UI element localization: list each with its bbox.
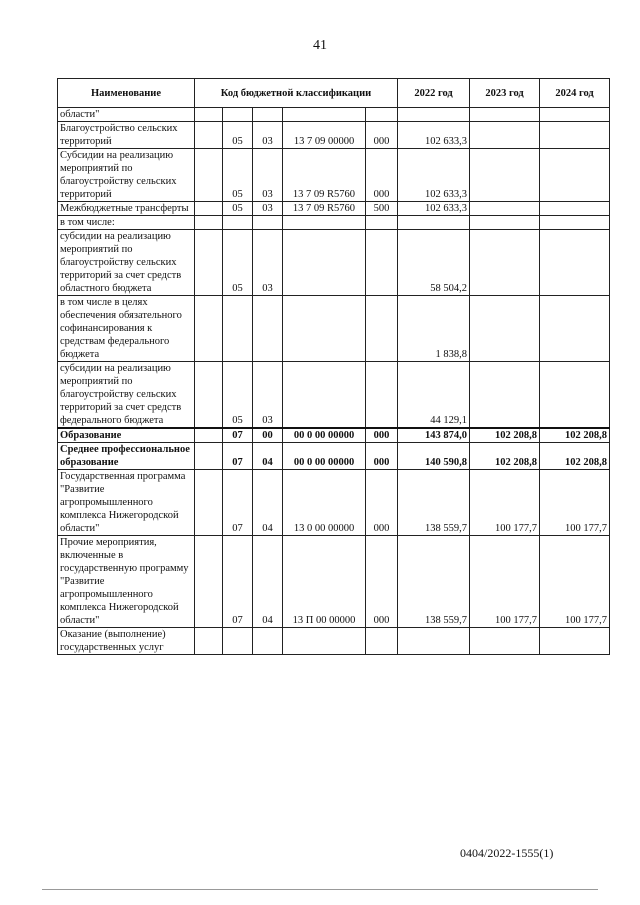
cell-c5 <box>366 216 398 230</box>
cell-v22: 138 559,7 <box>398 536 470 628</box>
cell-v23 <box>470 149 540 202</box>
cell-c3: 04 <box>253 443 283 470</box>
cell-c2: 07 <box>223 443 253 470</box>
cell-v22: 138 559,7 <box>398 470 470 536</box>
cell-c4 <box>283 628 366 655</box>
cell-c2: 05 <box>223 202 253 216</box>
cell-c2: 07 <box>223 536 253 628</box>
table-body <box>58 108 610 655</box>
cell-v23 <box>470 202 540 216</box>
cell-v24 <box>540 149 610 202</box>
cell-c1 <box>195 202 223 216</box>
cell-name: Прочие мероприятия, включенные в государственную программу "Развитие агропромышленного комплекса Нижегородской области" <box>58 536 195 628</box>
cell-c1 <box>195 362 223 429</box>
cell-c4: 13 7 09 R5760 <box>283 202 366 216</box>
cell-v24 <box>540 202 610 216</box>
cell-c5: 500 <box>366 202 398 216</box>
header-code: Код бюджетной классификации <box>195 79 398 108</box>
cell-v24 <box>540 216 610 230</box>
table-row <box>58 428 610 443</box>
cell-v23 <box>470 108 540 122</box>
cell-c1 <box>195 536 223 628</box>
cell-v22: 143 874,0 <box>398 428 470 443</box>
cell-c2: 05 <box>223 230 253 296</box>
cell-c1 <box>195 149 223 202</box>
budget-table <box>57 78 610 655</box>
cell-c1 <box>195 296 223 362</box>
cell-name: Субсидии на реализацию мероприятий по благоустройству сельских территорий <box>58 149 195 202</box>
cell-c3 <box>253 296 283 362</box>
cell-v23 <box>470 628 540 655</box>
cell-v23: 100 177,7 <box>470 470 540 536</box>
cell-name: Среднее профессиональное образование <box>58 443 195 470</box>
cell-c3 <box>253 108 283 122</box>
cell-c1 <box>195 216 223 230</box>
cell-c4: 13 П 00 00000 <box>283 536 366 628</box>
cell-v22 <box>398 108 470 122</box>
header-name: Наименование <box>58 79 195 108</box>
cell-c3 <box>253 628 283 655</box>
cell-c4: 00 0 00 00000 <box>283 428 366 443</box>
cell-name: субсидии на реализацию мероприятий по благоустройству сельских территорий за счет средств областного бюджета <box>58 230 195 296</box>
cell-v22: 58 504,2 <box>398 230 470 296</box>
table-row <box>58 536 610 628</box>
table-row <box>58 230 610 296</box>
cell-c2 <box>223 216 253 230</box>
table-row <box>58 362 610 429</box>
cell-name: Государственная программа "Развитие агропромышленного комплекса Нижегородской области" <box>58 470 195 536</box>
cell-c4: 13 7 09 R5760 <box>283 149 366 202</box>
cell-c4: 13 0 00 00000 <box>283 470 366 536</box>
cell-c5 <box>366 628 398 655</box>
table-row <box>58 202 610 216</box>
cell-c4 <box>283 296 366 362</box>
cell-c4 <box>283 362 366 429</box>
cell-v23 <box>470 216 540 230</box>
cell-v24 <box>540 362 610 429</box>
cell-v24 <box>540 628 610 655</box>
cell-v24: 102 208,8 <box>540 428 610 443</box>
cell-c2: 07 <box>223 428 253 443</box>
cell-v22: 1 838,8 <box>398 296 470 362</box>
cell-c2 <box>223 296 253 362</box>
table-row <box>58 149 610 202</box>
cell-c5 <box>366 230 398 296</box>
cell-c3: 03 <box>253 149 283 202</box>
cell-c2 <box>223 628 253 655</box>
cell-c3: 04 <box>253 536 283 628</box>
cell-v22: 102 633,3 <box>398 202 470 216</box>
cell-c1 <box>195 122 223 149</box>
table-row <box>58 108 610 122</box>
cell-v23 <box>470 296 540 362</box>
cell-c4 <box>283 108 366 122</box>
cell-c4: 00 0 00 00000 <box>283 443 366 470</box>
cell-c3: 04 <box>253 470 283 536</box>
cell-c1 <box>195 628 223 655</box>
cell-name: Образование <box>58 428 195 443</box>
cell-c3: 03 <box>253 362 283 429</box>
cell-c3: 03 <box>253 122 283 149</box>
cell-c5: 000 <box>366 428 398 443</box>
page-number: 41 <box>313 38 327 53</box>
cell-v24 <box>540 230 610 296</box>
cell-c4: 13 7 09 00000 <box>283 122 366 149</box>
cell-name: Межбюджетные трансферты <box>58 202 195 216</box>
cell-v24 <box>540 296 610 362</box>
cell-c5: 000 <box>366 536 398 628</box>
cell-v22: 102 633,3 <box>398 149 470 202</box>
page-edge-line <box>42 889 598 890</box>
table-row <box>58 122 610 149</box>
cell-v22: 140 590,8 <box>398 443 470 470</box>
cell-v24: 102 208,8 <box>540 443 610 470</box>
cell-v23 <box>470 122 540 149</box>
table-row <box>58 470 610 536</box>
cell-c2: 05 <box>223 122 253 149</box>
table-row <box>58 296 610 362</box>
cell-c5: 000 <box>366 149 398 202</box>
cell-name: в том числе: <box>58 216 195 230</box>
document-id: 0404/2022-1555(1) <box>460 846 554 860</box>
cell-v23: 102 208,8 <box>470 443 540 470</box>
cell-c5 <box>366 296 398 362</box>
cell-c1 <box>195 470 223 536</box>
cell-c2: 07 <box>223 470 253 536</box>
cell-c5: 000 <box>366 470 398 536</box>
header-2024: 2024 год <box>540 79 610 108</box>
header-2023: 2023 год <box>470 79 540 108</box>
cell-name: Оказание (выполнение) государственных услуг <box>58 628 195 655</box>
cell-c2 <box>223 108 253 122</box>
cell-c4 <box>283 216 366 230</box>
cell-c5: 000 <box>366 122 398 149</box>
cell-c2: 05 <box>223 362 253 429</box>
cell-c3: 00 <box>253 428 283 443</box>
cell-v23 <box>470 230 540 296</box>
cell-v23 <box>470 362 540 429</box>
cell-c1 <box>195 428 223 443</box>
cell-v24: 100 177,7 <box>540 536 610 628</box>
cell-c5 <box>366 362 398 429</box>
table-row <box>58 443 610 470</box>
cell-c2: 05 <box>223 149 253 202</box>
cell-c5: 000 <box>366 443 398 470</box>
cell-name: области" <box>58 108 195 122</box>
cell-v23: 102 208,8 <box>470 428 540 443</box>
cell-c1 <box>195 108 223 122</box>
header-2022: 2022 год <box>398 79 470 108</box>
cell-v22 <box>398 628 470 655</box>
cell-c3: 03 <box>253 230 283 296</box>
table-row <box>58 628 610 655</box>
cell-v22: 102 633,3 <box>398 122 470 149</box>
table-row <box>58 216 610 230</box>
cell-v22 <box>398 216 470 230</box>
cell-c5 <box>366 108 398 122</box>
cell-name: в том числе в целях обеспечения обязательного софинансирования к средствам федерального бюджета <box>58 296 195 362</box>
cell-name: субсидии на реализацию мероприятий по благоустройству сельских территорий за счет средств федерального бюджета <box>58 362 195 429</box>
cell-c4 <box>283 230 366 296</box>
cell-v24 <box>540 108 610 122</box>
cell-v23: 100 177,7 <box>470 536 540 628</box>
cell-c1 <box>195 443 223 470</box>
table-header-row <box>58 79 610 108</box>
cell-v24: 100 177,7 <box>540 470 610 536</box>
cell-c3 <box>253 216 283 230</box>
cell-c1 <box>195 230 223 296</box>
cell-name: Благоустройство сельских территорий <box>58 122 195 149</box>
cell-c3: 03 <box>253 202 283 216</box>
cell-v24 <box>540 122 610 149</box>
cell-v22: 44 129,1 <box>398 362 470 429</box>
